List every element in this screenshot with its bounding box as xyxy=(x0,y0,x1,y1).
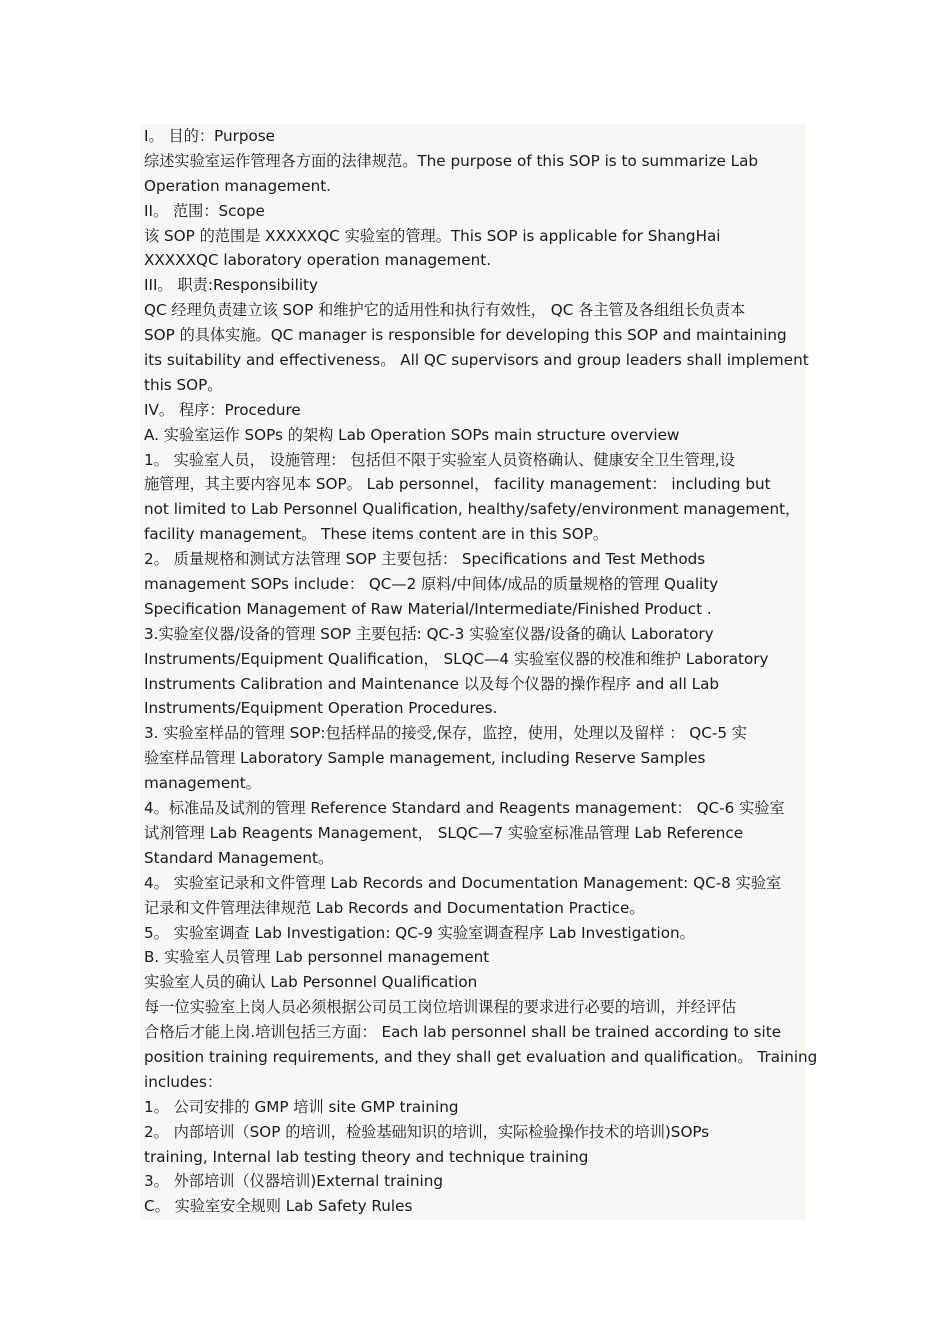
document-line: this SOP。 xyxy=(144,375,223,394)
document-line: III。 职责:Responsibility xyxy=(144,276,319,295)
document-line: 2。 内部培训（SOP 的培训，检验基础知识的培训，实际检验操作技术的培训)SOPs xyxy=(144,1122,710,1141)
document-line: 实验室人员的确认 Lab Personnel Qualification xyxy=(144,973,478,992)
document-line: 1。 公司安排的 GMP 培训 site GMP training xyxy=(144,1097,459,1116)
document-line: QC 经理负责建立该 SOP 和维护它的适用性和执行有效性， QC 各主管及各组组长负责本 xyxy=(144,301,746,320)
document-line: management。 xyxy=(144,774,261,793)
document-line: not limited to Lab Personnel Qualification, healthy/safety/environment management， xyxy=(144,500,801,519)
document-line: 4。标准品及试剂的管理 Reference Standard and Reagents management： QC-6 实验室 xyxy=(144,799,785,818)
document-line: 该 SOP 的范围是 XXXXXQC 实验室的管理。This SOP is applicable for ShangHai xyxy=(144,226,721,245)
document-line: Instruments/Equipment Qualification， SLQC—4 实验室仪器的校准和维护 Laboratory xyxy=(144,649,769,668)
document-line: 4。 实验室记录和文件管理 Lab Records and Documentation Management: QC-8 实验室 xyxy=(144,873,782,892)
document-line: IV。 程序：Procedure xyxy=(144,400,301,419)
document-line: facility management。 These items content are in this SOP。 xyxy=(144,525,609,544)
document-line: 记录和文件管理法律规范 Lab Records and Documentation Practice。 xyxy=(144,898,645,917)
document-line: 1。 实验室人员， 设施管理： 包括但不限于实验室人员资格确认、健康安全卫生管理,设 xyxy=(144,450,735,469)
document-line: SOP 的具体实施。QC manager is responsible for developing this SOP and maintaining xyxy=(144,326,787,345)
document-line: 试剂管理 Lab Reagents Management， SLQC—7 实验室标准品管理 Lab Reference xyxy=(144,823,744,842)
document-line: 验室样品管理 Laboratory Sample management, including Reserve Samples xyxy=(144,749,706,768)
document-line: management SOPs include： QC—2 原料/中间体/成品的质量规格的管理 Quality xyxy=(144,575,719,594)
document-line: its suitability and effectiveness。 All QC supervisors and group leaders shall implement xyxy=(144,351,809,370)
document-line: position training requirements, and they shall get evaluation and qualification。 Training xyxy=(144,1047,818,1066)
document-line: Instruments Calibration and Maintenance 以及每个仪器的操作程序 and all Lab xyxy=(144,674,720,693)
document-line: 5。 实验室调查 Lab Investigation: QC-9 实验室调查程序 Lab Investigation。 xyxy=(144,923,695,942)
document-line: 3. 实验室样品的管理 SOP:包括样品的接受,保存，监控，使用，处理以及留样 ： QC-5 实 xyxy=(144,724,748,743)
document-line: 施管理，其主要内容见本 SOP。 Lab personnel， facility management： including but xyxy=(144,475,771,494)
document-line: Standard Management。 xyxy=(144,848,334,867)
document-line: includes： xyxy=(144,1072,223,1091)
document-line: C。 实验室安全规则 Lab Safety Rules xyxy=(144,1197,413,1216)
document-line: I。 目的：Purpose xyxy=(144,127,276,145)
document-line: A. 实验室运作 SOPs 的架构 Lab Operation SOPs main structure overview xyxy=(144,425,680,444)
document-line: 3.实验室仪器/设备的管理 SOP 主要包括: QC-3 实验室仪器/设备的确认 Laboratory xyxy=(144,624,714,643)
document-line: II。 范围：Scope xyxy=(144,201,265,220)
document-line: Instruments/Equipment Operation Procedures. xyxy=(144,699,498,718)
document-line: Operation management. xyxy=(144,176,331,195)
document-text xyxy=(144,124,818,1219)
document-line: 合格后才能上岗.培训包括三方面： Each lab personnel shall be trained according to site xyxy=(144,1023,782,1042)
document-line: 综述实验室运作管理各方面的法律规范。The purpose of this SOP is to summarize Lab xyxy=(144,151,759,170)
document-line: B. 实验室人员管理 Lab personnel management xyxy=(144,948,490,967)
document-line: 3。 外部培训（仪器培训)External training xyxy=(144,1172,443,1191)
document-line: Specification Management of Raw Material/Intermediate/Finished Product . xyxy=(144,599,712,618)
document-line: XXXXXQC laboratory operation management. xyxy=(144,251,492,270)
document-line: 每一位实验室上岗人员必须根据公司员工岗位培训课程的要求进行必要的培训，并经评估 xyxy=(144,998,737,1017)
document-line: 2。 质量规格和测试方法管理 SOP 主要包括： Specifications and Test Methods xyxy=(144,550,706,569)
document-line: training, Internal lab testing theory and technique training xyxy=(144,1147,589,1166)
